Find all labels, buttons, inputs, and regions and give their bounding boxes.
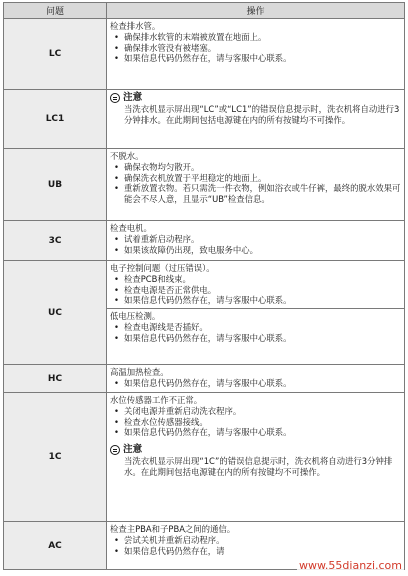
list-item: • 如果该故障仍出现，致电服务中心。: [110, 245, 401, 256]
note-icon: [110, 445, 120, 455]
list-item: • 试着重新启动程序。: [110, 234, 401, 245]
list-item: • 如果信息代码仍然存在，请: [110, 546, 401, 557]
action-list: [110, 322, 401, 344]
list-item: • 重新放置衣物。若只需洗一件衣物，例如浴衣或牛仔裤，最终的脱水效果可能会不尽人意，且显示“UB”检查信息。: [110, 183, 401, 205]
table-row: [4, 221, 405, 261]
list-item: • 检查水位传感器接线。: [110, 417, 401, 428]
action-heading: 高温加热检查。: [110, 367, 169, 377]
action-list: [110, 378, 401, 389]
action-list: [110, 234, 401, 256]
error-code: UB: [4, 149, 107, 221]
column-header-code: 问题: [4, 3, 107, 19]
list-item: • 如果信息代码仍然存在，请与客服中心联系。: [110, 427, 401, 438]
note-title: [110, 92, 401, 104]
note-title-label: 注意: [123, 92, 143, 103]
site-watermark: www.55dianzi.com: [298, 559, 402, 572]
action-heading: 检查排水管。: [110, 21, 161, 31]
action-cell: [107, 261, 405, 365]
table-row: [4, 261, 405, 365]
note-text: 当洗衣机显示屏出现“LC”或“LC1”的错误信息提示时，洗衣机将自动进行3分钟排水。在此期间包括电源键在内的所有按键均不可操作。: [124, 104, 400, 125]
list-item: • 如果信息代码仍然存在，请与客服中心联系。: [110, 53, 401, 64]
list-item: • 如果信息代码仍然存在，请与客服中心联系。: [110, 378, 401, 389]
table-header-row: [4, 3, 405, 19]
action-list: [110, 406, 401, 438]
list-item: • 确保排水软管的末端被放置在地面上。: [110, 32, 401, 43]
action-cell: [107, 365, 405, 393]
list-item: • 检查电源是否正常供电。: [110, 285, 401, 296]
table-row: [4, 149, 405, 221]
action-cell: [107, 221, 405, 261]
error-code: LC1: [4, 90, 107, 149]
action-cell: [107, 393, 405, 522]
error-code: 3C: [4, 221, 107, 261]
table-row: [4, 19, 405, 90]
error-code: UC: [4, 261, 107, 365]
list-item: • 检查电源线是否插好。: [110, 322, 401, 333]
action-heading: 不脱水。: [110, 151, 144, 161]
table-row: [4, 365, 405, 393]
list-item: • 关闭电源并重新启动洗衣程序。: [110, 406, 401, 417]
action-list: [110, 274, 401, 306]
action-cell: [107, 19, 405, 90]
note-title: [110, 444, 401, 456]
list-item: • 确保排水管没有被堵塞。: [110, 43, 401, 54]
action-heading: 检查主PBA和子PBA之间的通信。: [110, 524, 236, 534]
error-code-table: [3, 2, 405, 570]
column-header-action: 操作: [107, 3, 405, 19]
action-subsection: [107, 308, 404, 345]
action-heading: 低电压检测。: [110, 311, 161, 322]
action-heading: 电子控制问题（过压错误）。: [110, 263, 215, 273]
list-item: • 尝试关机并重新启动程序。: [110, 535, 401, 546]
action-heading: 检查电机。: [110, 223, 152, 233]
action-cell: [107, 149, 405, 221]
action-list: [110, 162, 401, 205]
error-code-table-page: [3, 2, 404, 576]
error-code: 1C: [4, 393, 107, 522]
list-item: • 如果信息代码仍然存在，请与客服中心联系。: [110, 333, 401, 344]
action-heading: 水位传感器工作不正常。: [110, 395, 203, 405]
action-list: [110, 535, 401, 557]
action-list: [110, 32, 401, 64]
error-code: LC: [4, 19, 107, 90]
table-row: [4, 393, 405, 522]
list-item: • 确保衣物均匀散开。: [110, 162, 401, 173]
list-item: • 确保洗衣机放置于平坦稳定的地面上。: [110, 173, 401, 184]
error-code: AC: [4, 522, 107, 570]
list-item: • 如果信息代码仍然存在，请与客服中心联系。: [110, 295, 401, 306]
note-text: 当洗衣机显示屏出现“1C”的错误信息提示时，洗衣机将自动进行3分钟排水。在此期间包括电源键在内的所有按键均不可操作。: [124, 456, 393, 477]
note-title-label: 注意: [123, 444, 143, 456]
error-code: HC: [4, 365, 107, 393]
table-row: [4, 90, 405, 149]
list-item: • 检查PCB和线束。: [110, 274, 401, 285]
action-cell: [107, 90, 405, 149]
note-icon: [110, 93, 120, 103]
